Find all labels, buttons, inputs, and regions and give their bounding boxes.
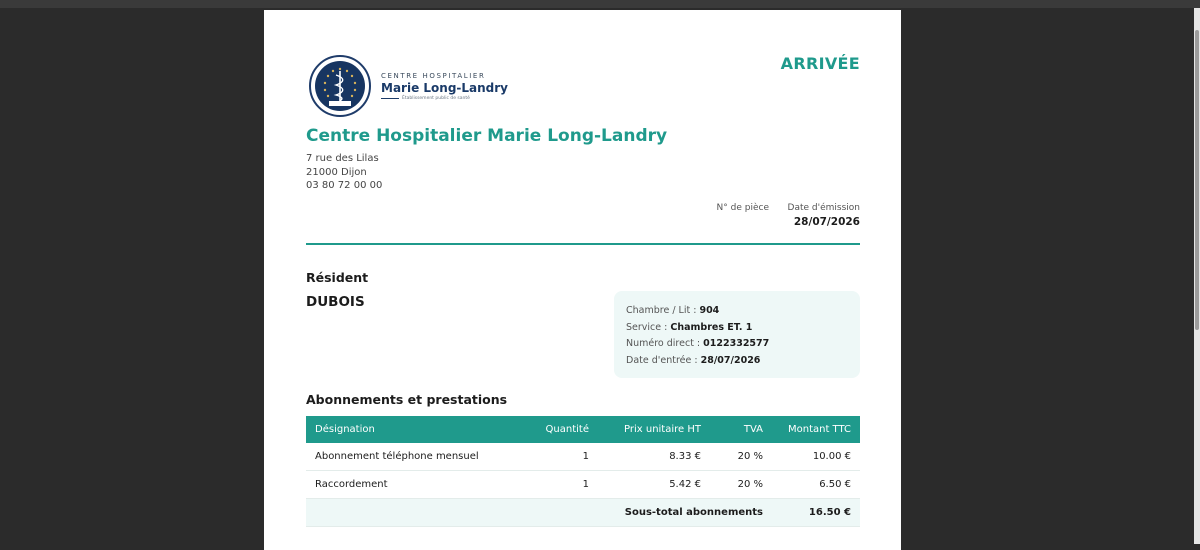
col-total: Montant TTC <box>772 416 860 443</box>
subtotal-label: Sous-total abonnements <box>306 499 772 527</box>
table-header-row <box>306 416 860 443</box>
row-total: 6.50 € <box>772 471 860 499</box>
hospital-logo <box>306 53 538 119</box>
scrollbar-thumb[interactable] <box>1195 30 1199 330</box>
resident-label: Résident <box>306 270 369 285</box>
document-number <box>704 203 769 216</box>
col-designation: Désignation <box>306 416 506 443</box>
logo-name: Marie Long-Landry <box>381 81 509 95</box>
organization-address <box>306 152 382 193</box>
document-page <box>264 10 901 550</box>
direct-phone-line: Numéro direct : 0122332577 <box>626 338 770 350</box>
row-vat: 20 % <box>710 443 772 471</box>
row-unit-price: 5.42 € <box>598 471 710 499</box>
row-designation: Raccordement <box>306 471 506 499</box>
table-row <box>306 443 860 471</box>
viewer-scrollbar[interactable] <box>1194 8 1200 544</box>
organization-phone: 03 80 72 00 00 <box>306 180 383 191</box>
row-designation: Abonnement téléphone mensuel <box>306 443 506 471</box>
resident-name: DUBOIS <box>306 294 365 310</box>
issue-date <box>770 203 860 228</box>
logo-emblem <box>309 55 371 117</box>
service-line: Service : Chambres ET. 1 <box>626 321 753 333</box>
subtotal-row <box>306 499 860 527</box>
items-table <box>306 416 860 527</box>
address-line-1: 7 rue des Lilas <box>306 153 379 164</box>
address-line-2: 21000 Dijon <box>306 166 367 178</box>
row-quantity: 1 <box>506 471 598 499</box>
header-divider <box>306 243 860 245</box>
table-row <box>306 471 860 499</box>
logo-tagline: Établissement public de santé <box>381 96 508 101</box>
room-line: Chambre / Lit : 904 <box>626 305 720 316</box>
row-quantity: 1 <box>506 443 598 471</box>
entry-date-line: Date d'entrée : 28/07/2026 <box>626 355 761 367</box>
col-vat: TVA <box>710 416 772 443</box>
issue-date-label: Date d'émission <box>787 203 860 213</box>
items-section-title: Abonnements et prestations <box>306 392 508 407</box>
row-vat: 20 % <box>710 471 772 499</box>
logo-subtitle: CENTRE HOSPITALIER <box>381 72 486 80</box>
issue-date-value: 28/07/2026 <box>793 216 860 228</box>
row-total: 10.00 € <box>772 443 860 471</box>
viewer-top-strip <box>0 0 1200 8</box>
col-quantity: Quantité <box>506 416 598 443</box>
row-unit-price: 8.33 € <box>598 443 710 471</box>
room-info-panel <box>614 291 860 378</box>
subtotal-value: 16.50 € <box>772 499 860 527</box>
caduceus-icon <box>315 61 365 111</box>
organization-name: Centre Hospitalier Marie Long-Landry <box>306 126 668 146</box>
document-type: ARRIVÉE <box>780 54 860 73</box>
document-number-label: N° de pièce <box>716 203 769 213</box>
col-unit-price: Prix unitaire HT <box>598 416 710 443</box>
